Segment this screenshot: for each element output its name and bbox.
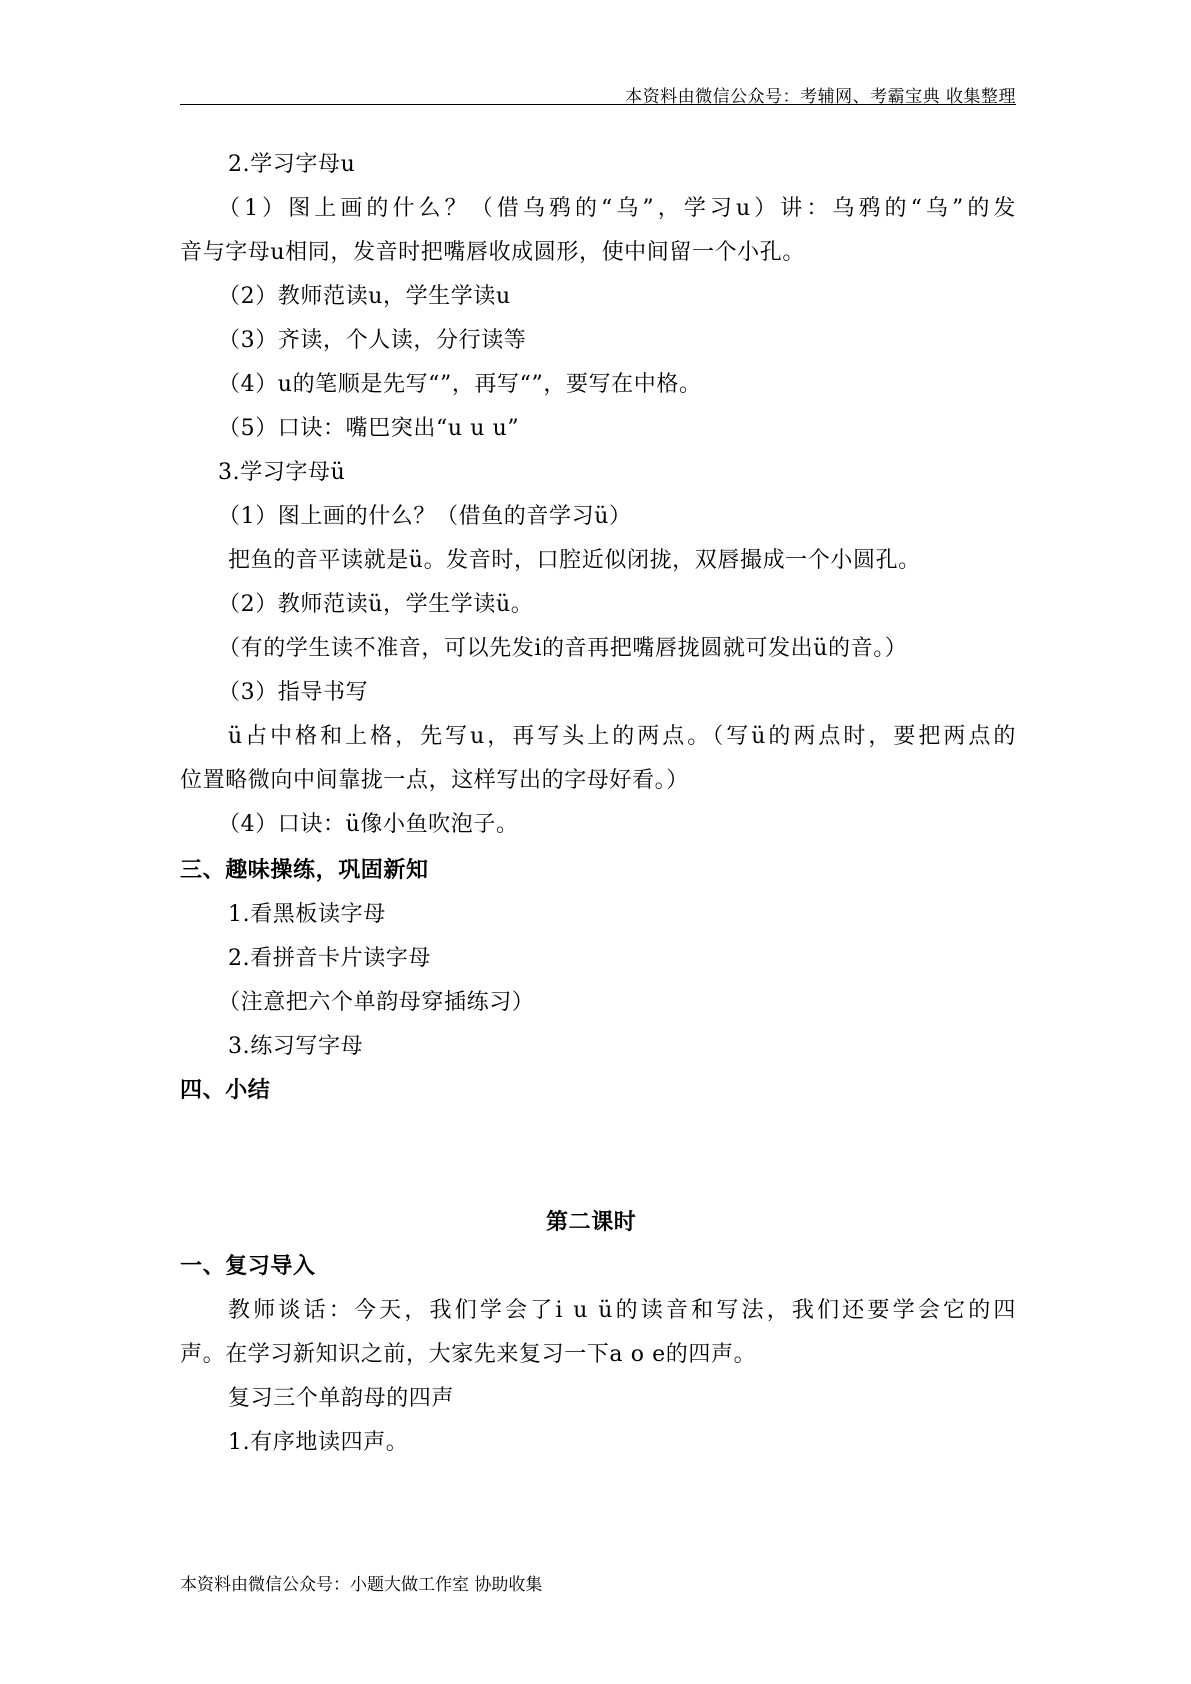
- page-footer: 本资料由微信公众号：小题大做工作室 协助收集: [180, 1575, 543, 1595]
- paragraph-line: 音与字母u相同，发音时把嘴唇收成圆形，使中间留一个小孔。: [180, 240, 805, 265]
- paragraph-line: （注意把六个单韵母穿插练习）: [218, 990, 535, 1015]
- paragraph-line: 1.有序地读四声。: [228, 1430, 409, 1455]
- lesson-title: 第二课时: [546, 1210, 637, 1235]
- paragraph-line: （4）u的笔顺是先写“”，再写“”，要写在中格。: [218, 372, 702, 397]
- paragraph-line: （5）口诀：嘴巴突出“u u u”: [218, 416, 520, 441]
- paragraph-line: 1.看黑板读字母: [228, 902, 386, 927]
- paragraph-line: （4）口诀：ü像小鱼吹泡子。: [218, 812, 519, 837]
- paragraph-line: 复习三个单韵母的四声: [228, 1386, 455, 1411]
- paragraph-line: （2）教师范读ü，学生学读ü。: [218, 592, 534, 617]
- paragraph-line: ü占中格和上格，先写u，再写头上的两点。（写ü的两点时，要把两点的: [228, 724, 1016, 749]
- paragraph-line: 2.看拼音卡片读字母: [228, 946, 431, 971]
- paragraph-line: （3）指导书写: [218, 680, 369, 705]
- subheading-learn-u: 2.学习字母u: [228, 152, 356, 177]
- paragraph-line: 把鱼的音平读就是ü。发音时，口腔近似闭拢，双唇撮成一个小圆孔。: [228, 548, 921, 573]
- header-divider: [180, 104, 1016, 105]
- subheading-learn-v: 3.学习字母ü: [218, 460, 346, 485]
- paragraph-line: 3.练习写字母: [228, 1034, 364, 1059]
- paragraph-line: （1）图上画的什么？（借鱼的音学习ü）: [218, 504, 632, 529]
- paragraph-line: 声。在学习新知识之前，大家先来复习一下a o e的四声。: [180, 1342, 757, 1367]
- section-heading-3: 三、趣味操练，巩固新知: [180, 858, 429, 883]
- section-heading-1: 一、复习导入: [180, 1254, 316, 1279]
- paragraph-line: （1）图上画的什么？（借乌鸦的“乌”，学习u）讲：乌鸦的“乌”的发: [218, 196, 1016, 221]
- paragraph-line: （2）教师范读u，学生学读u: [218, 284, 511, 309]
- paragraph-line: 位置略微向中间靠拢一点，这样写出的字母好看。）: [180, 768, 689, 793]
- section-heading-4: 四、小结: [180, 1078, 271, 1103]
- paragraph-line: 教师谈话：今天，我们学会了i u ü的读音和写法，我们还要学会它的四: [228, 1298, 1016, 1323]
- page-header: 本资料由微信公众号：考辅网、考霸宝典 收集整理: [625, 87, 1016, 107]
- paragraph-line: （有的学生读不准音，可以先发i的音再把嘴唇拢圆就可发出ü的音。）: [218, 636, 908, 661]
- paragraph-line: （3）齐读，个人读，分行读等: [218, 328, 527, 353]
